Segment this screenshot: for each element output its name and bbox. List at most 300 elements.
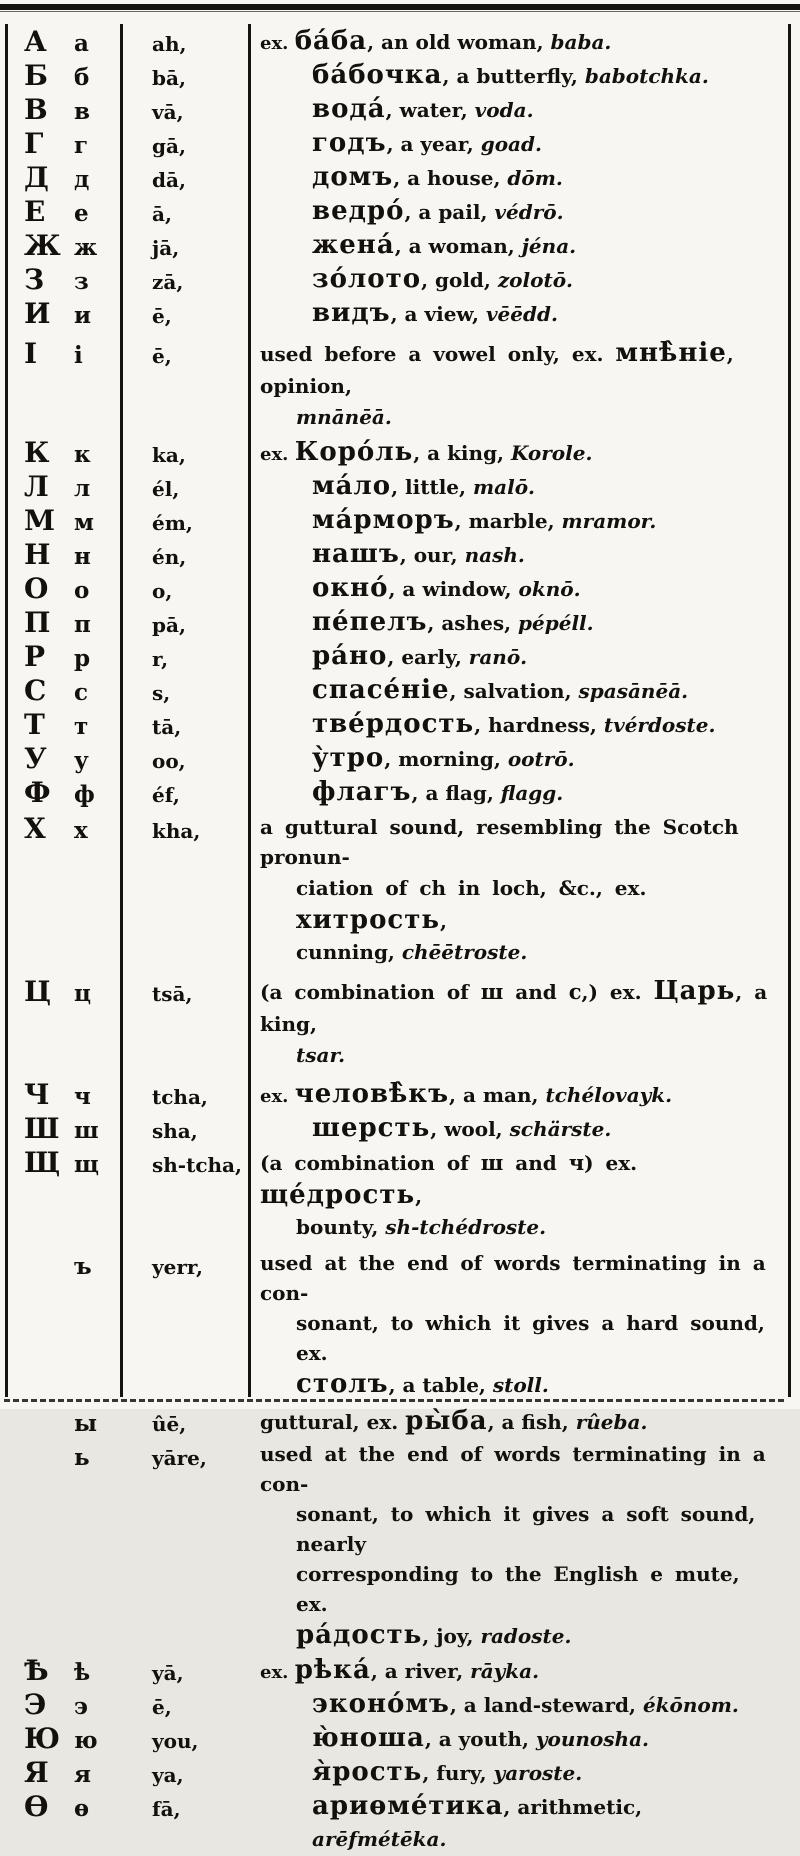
uppercase-letter: Ц — [24, 975, 52, 1008]
english-gloss: , salvation, — [449, 679, 579, 703]
english-gloss: , wool, — [430, 1117, 510, 1141]
english-gloss: corresponding to the English e mute, ex. — [296, 1562, 740, 1616]
example-line — [250, 1406, 780, 1439]
pronunciation: fā, — [152, 1797, 181, 1821]
lowercase-letter: ы — [74, 1410, 98, 1437]
example-cell — [250, 1440, 780, 1653]
english-gloss: , — [440, 909, 447, 933]
uppercase-letter: У — [24, 742, 47, 775]
table-right-border — [788, 24, 791, 1397]
lowercase-letter: н — [74, 543, 91, 570]
alphabet-table-body — [8, 26, 780, 1856]
lowercase-letter: и — [74, 302, 92, 329]
example-line — [250, 471, 780, 504]
uppercase-letter: Н — [24, 538, 51, 571]
transliteration: schärste. — [509, 1117, 612, 1141]
pronunciation: sh-tcha, — [152, 1153, 242, 1177]
example-line — [250, 743, 780, 776]
example-cell — [250, 1079, 780, 1112]
example-cell — [250, 709, 780, 742]
pronunciation: ē, — [152, 304, 172, 328]
transliteration: baba. — [550, 30, 612, 54]
cyrillic-word: Царь — [653, 976, 736, 1006]
example-cell — [250, 298, 780, 331]
example-line — [250, 1689, 780, 1722]
pronunciation: gā, — [152, 134, 186, 158]
example-abbreviation: ex. — [260, 444, 295, 465]
english-gloss: , a pail, — [404, 200, 495, 224]
transliteration: Korole. — [510, 441, 593, 465]
english-gloss: , little, — [391, 475, 473, 499]
pronunciation: tā, — [152, 715, 182, 739]
example-line — [250, 938, 780, 968]
pronunciation: ē, — [152, 1695, 172, 1719]
english-gloss: , an old woman, — [367, 30, 551, 54]
uppercase-letter: Щ — [24, 1146, 61, 1179]
uppercase-letter: Г — [24, 127, 44, 160]
table-row — [8, 1689, 780, 1723]
table-row — [8, 60, 780, 94]
cyrillic-letter-inline: ч — [568, 1150, 585, 1175]
table-row — [8, 1655, 780, 1689]
cyrillic-word: эконо́мъ — [312, 1689, 450, 1719]
lowercase-letter: б — [74, 64, 90, 91]
example-cell — [250, 26, 780, 59]
lowercase-letter: х — [74, 817, 88, 844]
english-gloss: bounty, — [296, 1215, 386, 1239]
english-gloss: , arithmetic, — [503, 1795, 643, 1819]
transliteration: ranō. — [468, 645, 528, 669]
example-line — [250, 1213, 780, 1243]
table-row — [8, 162, 780, 196]
english-gloss: , a woman, — [394, 234, 522, 258]
example-line — [250, 1369, 780, 1402]
pronunciation: oo, — [152, 749, 186, 773]
cyrillic-word: ра́дость — [296, 1620, 423, 1650]
cyrillic-letter-inline: ш — [480, 1150, 504, 1175]
lowercase-letter: л — [74, 475, 91, 502]
pronunciation: s, — [152, 681, 171, 705]
uppercase-letter: Ю — [24, 1722, 61, 1755]
transliteration: oknō. — [518, 577, 581, 601]
english-gloss: , a fish, — [487, 1410, 576, 1434]
pronunciation: ka, — [152, 443, 186, 467]
example-cell — [250, 641, 780, 674]
english-gloss: , a view, — [390, 302, 486, 326]
english-gloss: , a house, — [393, 166, 508, 190]
pronunciation: zā, — [152, 270, 184, 294]
transliteration: jéna. — [521, 234, 577, 258]
lowercase-letter: э — [74, 1693, 89, 1720]
cyrillic-word: я̀рость — [312, 1757, 423, 1787]
example-cell — [250, 437, 780, 470]
transliteration: dōm. — [507, 166, 563, 190]
example-line — [250, 196, 780, 229]
cyrillic-word: ма́рморъ — [312, 505, 455, 535]
table-row — [8, 298, 780, 332]
table-row — [8, 1147, 780, 1243]
uppercase-letter: П — [24, 606, 51, 639]
example-line — [250, 1723, 780, 1756]
example-cell — [250, 607, 780, 640]
english-gloss: , — [415, 1184, 423, 1208]
english-gloss: used at the end of words terminating in a con- — [260, 1442, 766, 1496]
cyrillic-word: флагъ — [312, 777, 412, 807]
english-gloss: , opinion, — [260, 342, 734, 398]
example-cell — [250, 777, 780, 810]
cyrillic-word: рѣка́ — [294, 1655, 371, 1685]
cyrillic-word: ариѳме́тика — [312, 1791, 504, 1821]
lowercase-letter: в — [74, 98, 90, 125]
example-line — [250, 1560, 780, 1620]
pronunciation: pā, — [152, 613, 186, 637]
lowercase-letter: г — [74, 132, 89, 159]
example-cell — [250, 505, 780, 538]
table-row — [8, 1757, 780, 1791]
table-row — [8, 1791, 780, 1856]
uppercase-letter: И — [24, 297, 51, 330]
example-cell — [250, 1757, 780, 1790]
cyrillic-word: ведро́ — [312, 196, 405, 226]
pronunciation: r, — [152, 647, 169, 671]
cyrillic-word: ра́но — [312, 641, 388, 671]
table-row — [8, 709, 780, 743]
table-row — [8, 505, 780, 539]
example-line — [250, 26, 780, 59]
transliteration: védrō. — [494, 200, 564, 224]
uppercase-letter: З — [24, 263, 45, 296]
table-row — [8, 641, 780, 675]
transliteration: stoll. — [492, 1373, 549, 1397]
example-cell — [250, 1723, 780, 1756]
example-line — [250, 873, 780, 938]
pronunciation: jā, — [152, 236, 180, 260]
uppercase-letter: Х — [24, 812, 46, 845]
example-line — [250, 403, 780, 433]
english-gloss: , a flag, — [411, 781, 501, 805]
lowercase-letter: ѣ — [74, 1659, 91, 1686]
table-row — [8, 94, 780, 128]
transliteration: tsar. — [296, 1043, 346, 1067]
english-gloss: sonant, to which it gives a soft sound, nearly — [296, 1502, 756, 1556]
cyrillic-word: у̀тро — [312, 743, 385, 773]
uppercase-letter: Ѳ — [24, 1790, 49, 1823]
pronunciation: él, — [152, 477, 180, 501]
transliteration: rûeba. — [575, 1410, 648, 1434]
cyrillic-word: ма́ло — [312, 471, 392, 501]
english-gloss: ) ex. — [584, 1151, 638, 1175]
uppercase-letter: Е — [24, 195, 46, 228]
table-row — [8, 813, 780, 968]
pronunciation: yāre, — [152, 1446, 207, 1470]
table-row — [8, 777, 780, 811]
pronunciation: ah, — [152, 32, 187, 56]
cyrillic-word: видъ — [312, 298, 391, 328]
lowercase-letter: i — [74, 342, 83, 369]
lowercase-letter: с — [74, 679, 89, 706]
transliteration: tvérdoste. — [603, 713, 716, 737]
transliteration: tchélovayk. — [545, 1083, 673, 1107]
lowercase-letter: ф — [74, 781, 95, 808]
uppercase-letter: К — [24, 436, 50, 469]
example-cell — [250, 1249, 780, 1402]
english-gloss: guttural, ex. — [260, 1410, 406, 1434]
example-line — [250, 607, 780, 640]
example-cell — [250, 675, 780, 708]
transliteration: sh-tchédroste. — [385, 1215, 547, 1239]
cyrillic-word: ю̀ноша — [312, 1723, 425, 1753]
english-gloss: , a window, — [388, 577, 519, 601]
cyrillic-word: домъ — [312, 162, 394, 192]
english-gloss: and — [503, 1151, 569, 1175]
english-gloss: and — [503, 980, 569, 1004]
lowercase-letter: к — [74, 441, 91, 468]
lowercase-letter: я — [74, 1761, 91, 1788]
transliteration: vēēdd. — [485, 302, 558, 326]
example-cell — [250, 60, 780, 93]
uppercase-letter: Ш — [24, 1112, 60, 1145]
table-row — [8, 1723, 780, 1757]
transliteration: flagg. — [500, 781, 564, 805]
transliteration: spasānēā. — [578, 679, 689, 703]
lowercase-letter: п — [74, 611, 91, 638]
example-line — [250, 505, 780, 538]
uppercase-letter: В — [24, 93, 48, 126]
transliteration: pépéll. — [518, 611, 594, 635]
table-row — [8, 743, 780, 777]
transliteration: arēfmétēka. — [312, 1827, 447, 1851]
pronunciation: kha, — [152, 819, 201, 843]
cyrillic-word: вода́ — [312, 94, 386, 124]
cyrillic-word: пе́пелъ — [312, 607, 428, 637]
cyrillic-word: ры̀ба — [405, 1406, 488, 1436]
example-line — [250, 128, 780, 161]
english-gloss: used at the end of words terminating in a con- — [260, 1251, 766, 1305]
uppercase-letter: Р — [24, 640, 46, 673]
example-line — [250, 1500, 780, 1560]
lowercase-letter: е — [74, 200, 89, 227]
english-gloss: , a youth, — [424, 1727, 536, 1751]
english-gloss: (a combination of — [260, 1151, 481, 1175]
lowercase-letter: ъ — [74, 1253, 92, 1280]
example-line — [250, 1791, 780, 1856]
example-cell — [250, 1791, 780, 1856]
example-line — [250, 264, 780, 297]
cyrillic-word: Коро́ль — [294, 437, 414, 467]
example-line — [250, 338, 780, 403]
example-cell — [250, 162, 780, 195]
transliteration: zolotō. — [497, 268, 574, 292]
uppercase-letter: Ж — [24, 229, 61, 262]
example-line — [250, 675, 780, 708]
cyrillic-word: спасе́ніе — [312, 675, 450, 705]
english-gloss: , hardness, — [474, 713, 604, 737]
example-cell — [250, 743, 780, 776]
uppercase-letter: Л — [24, 470, 49, 503]
example-cell — [250, 976, 780, 1071]
table-row — [8, 230, 780, 264]
example-line — [250, 1041, 780, 1071]
table-row — [8, 976, 780, 1071]
uppercase-letter: Э — [24, 1688, 47, 1721]
english-gloss: ciation of ch in loch, &c., ex. — [296, 876, 647, 900]
transliteration: chēētroste. — [401, 940, 528, 964]
pronunciation: yerr, — [152, 1255, 203, 1279]
example-cell — [250, 471, 780, 504]
english-gloss: , early, — [387, 645, 469, 669]
cyrillic-word: ба́ба — [294, 26, 368, 56]
table-row — [8, 1440, 780, 1653]
example-cell — [250, 128, 780, 161]
cyrillic-word: окно́ — [312, 573, 389, 603]
example-cell — [250, 264, 780, 297]
pronunciation: you, — [152, 1729, 199, 1753]
uppercase-letter: I — [24, 337, 38, 370]
example-line — [250, 1079, 780, 1112]
table-row — [8, 26, 780, 60]
lowercase-letter: м — [74, 509, 94, 536]
english-gloss: , gold, — [421, 268, 498, 292]
example-cell — [250, 539, 780, 572]
example-line — [250, 1309, 780, 1369]
example-cell — [250, 338, 780, 433]
example-line — [250, 777, 780, 810]
uppercase-letter: Я — [24, 1756, 49, 1789]
lowercase-letter: з — [74, 268, 89, 295]
table-row — [8, 539, 780, 573]
table-row — [8, 1079, 780, 1113]
pronunciation: éf, — [152, 783, 180, 807]
pronunciation: sha, — [152, 1119, 198, 1143]
table-row — [8, 196, 780, 230]
pronunciation: ya, — [152, 1763, 184, 1787]
example-line — [250, 641, 780, 674]
table-row — [8, 1406, 780, 1440]
transliteration: younosha. — [535, 1727, 649, 1751]
pronunciation: tcha, — [152, 1085, 208, 1109]
cyrillic-word: зо́лото — [312, 264, 422, 294]
lowercase-letter: ь — [74, 1444, 90, 1471]
example-line — [250, 1440, 780, 1500]
transliteration: goad. — [480, 132, 542, 156]
uppercase-letter: Т — [24, 708, 45, 741]
cyrillic-word: жена́ — [312, 230, 395, 260]
lowercase-letter: т — [74, 713, 89, 740]
lowercase-letter: ю — [74, 1727, 98, 1754]
pronunciation: ā, — [152, 202, 172, 226]
pronunciation: ē, — [152, 344, 172, 368]
uppercase-letter: Б — [24, 59, 48, 92]
example-cell — [250, 1113, 780, 1146]
pronunciation: o, — [152, 579, 173, 603]
english-gloss: , a butterfly, — [442, 64, 585, 88]
example-abbreviation: ex. — [260, 33, 295, 54]
table-row — [8, 338, 780, 433]
table-row — [8, 573, 780, 607]
lowercase-letter: ч — [74, 1083, 91, 1110]
transliteration: mramor. — [561, 509, 657, 533]
lowercase-letter: р — [74, 645, 91, 672]
cyrillic-word: нашъ — [312, 539, 400, 569]
table-row — [8, 1249, 780, 1402]
uppercase-letter: Д — [24, 161, 49, 194]
english-gloss: cunning, — [296, 940, 402, 964]
example-line — [250, 1620, 780, 1653]
table-row — [8, 1113, 780, 1147]
example-line — [250, 1655, 780, 1688]
example-line — [250, 162, 780, 195]
example-abbreviation: ex. — [260, 1662, 295, 1683]
english-gloss: , fury, — [422, 1761, 494, 1785]
cyrillic-word: шерсть — [312, 1113, 431, 1143]
example-line — [250, 1249, 780, 1309]
example-line — [250, 230, 780, 263]
cyrillic-letter-inline: с — [568, 979, 582, 1004]
example-cell — [250, 230, 780, 263]
uppercase-letter: О — [24, 572, 49, 605]
example-line — [250, 539, 780, 572]
transliteration: mnānēā. — [296, 405, 392, 429]
transliteration: ékōnom. — [642, 1693, 739, 1717]
pronunciation: ém, — [152, 511, 193, 535]
example-cell — [250, 1147, 780, 1243]
pronunciation: tsā, — [152, 982, 193, 1006]
pronunciation: vā, — [152, 100, 184, 124]
example-line — [250, 709, 780, 742]
cyrillic-word: мнѣ̀ніе — [615, 338, 727, 368]
english-gloss: , a man, — [449, 1083, 546, 1107]
example-cell — [250, 813, 780, 968]
english-gloss: , joy, — [422, 1624, 481, 1648]
transliteration: ootrō. — [507, 747, 575, 771]
english-gloss: , marble, — [454, 509, 562, 533]
english-gloss: , water, — [385, 98, 475, 122]
example-line — [250, 94, 780, 127]
lowercase-letter: ш — [74, 1117, 99, 1144]
table-row — [8, 471, 780, 505]
example-cell — [250, 94, 780, 127]
example-line — [250, 1147, 780, 1213]
lowercase-letter: д — [74, 166, 90, 193]
cyrillic-letter-inline: ш — [480, 979, 504, 1004]
example-line — [250, 1113, 780, 1146]
pronunciation: én, — [152, 545, 187, 569]
example-line — [250, 976, 780, 1041]
table-row — [8, 607, 780, 641]
example-line — [250, 1757, 780, 1790]
transliteration: babotchka. — [584, 64, 709, 88]
cyrillic-word: ба́бочка — [312, 60, 443, 90]
uppercase-letter: Ф — [24, 776, 51, 809]
english-gloss: , a table, — [388, 1373, 493, 1397]
lowercase-letter: о — [74, 577, 90, 604]
lowercase-letter: a — [74, 30, 89, 57]
cyrillic-word: ще́дрость — [260, 1180, 416, 1210]
english-gloss: , a king, — [260, 980, 768, 1036]
example-cell — [250, 1406, 780, 1439]
example-cell — [250, 1689, 780, 1722]
uppercase-letter: М — [24, 504, 55, 537]
table-row — [8, 675, 780, 709]
transliteration: yaroste. — [493, 1761, 583, 1785]
transliteration: rāyka. — [470, 1659, 540, 1683]
example-line — [250, 298, 780, 331]
table-row — [8, 264, 780, 298]
example-line — [250, 813, 780, 873]
cyrillic-word: годъ — [312, 128, 387, 158]
english-gloss: , a king, — [413, 441, 511, 465]
cyrillic-word: столъ — [296, 1369, 389, 1399]
